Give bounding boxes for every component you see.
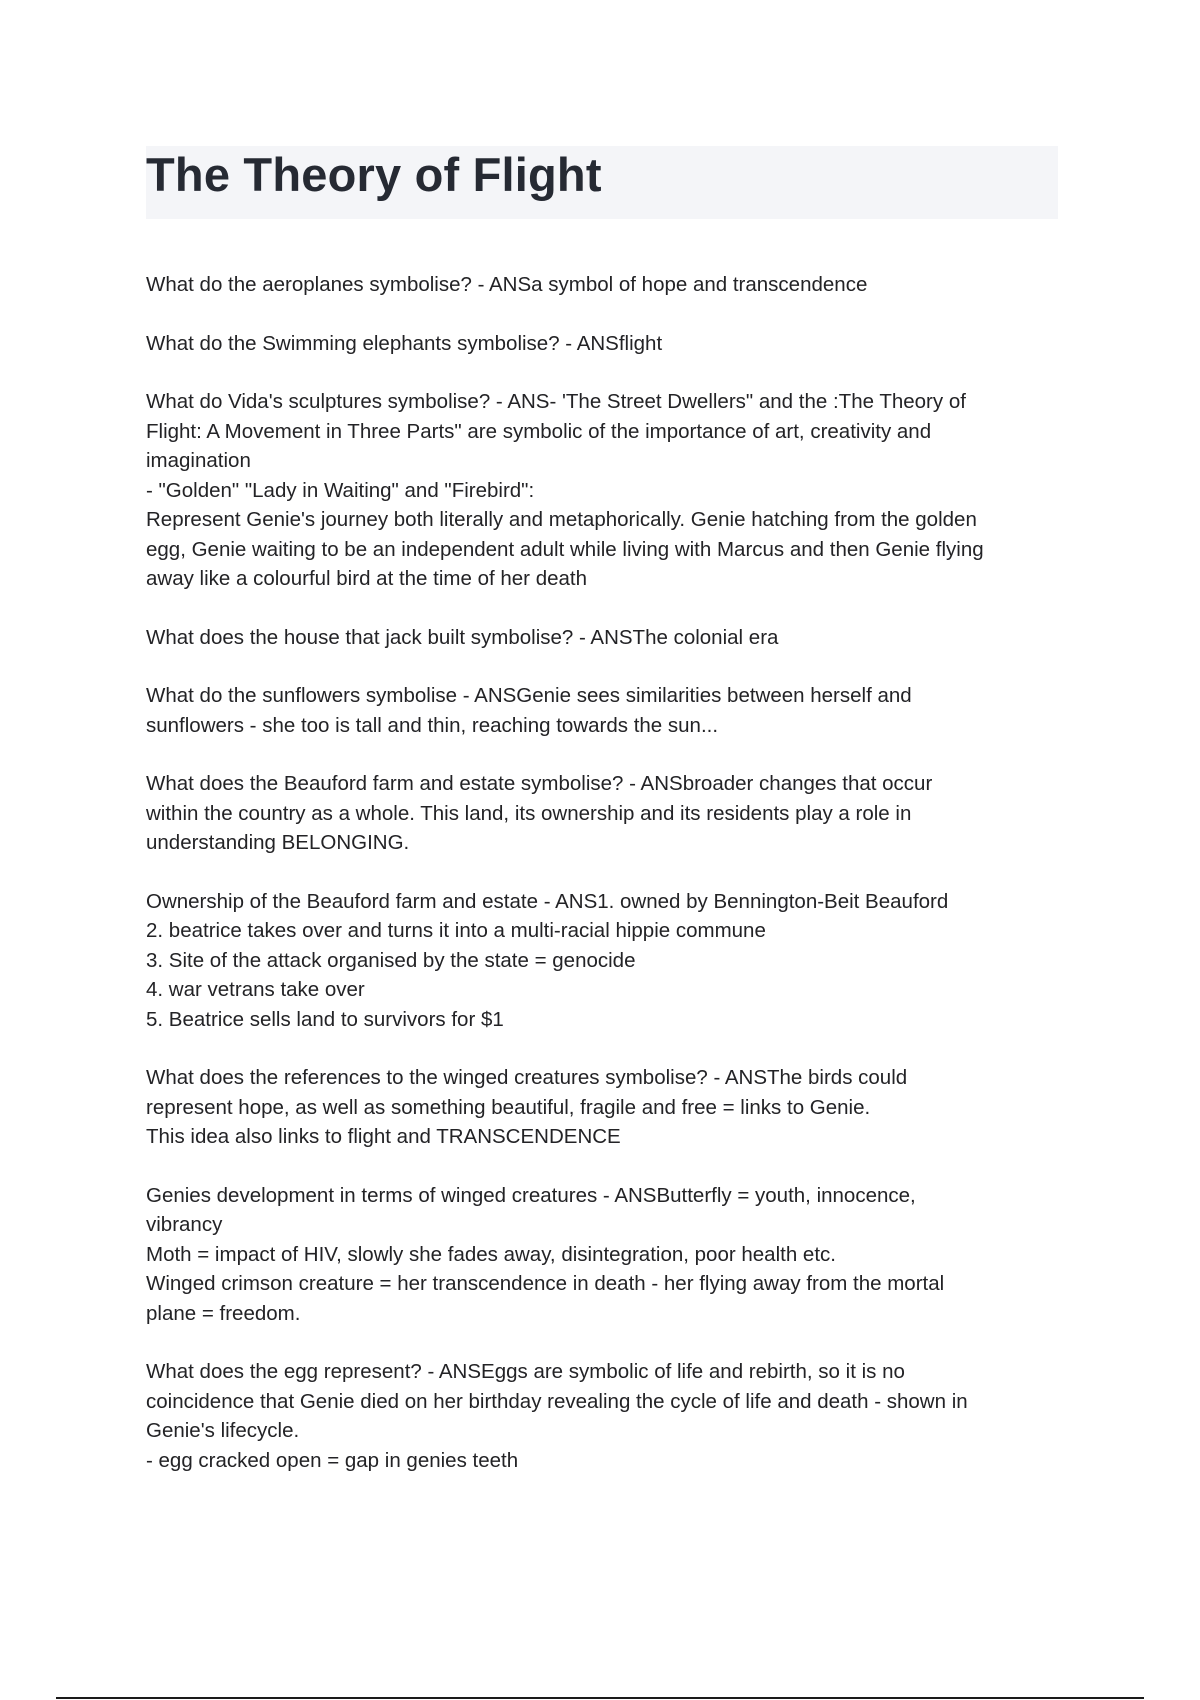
qa-text-line: What does the Beauford farm and estate symbolise? - ANSbroader changes that occur <box>146 772 933 795</box>
qa-text-line: within the country as a whole. This land, its ownership and its residents play a role in <box>146 801 912 825</box>
qa-entry <box>146 769 1066 858</box>
qa-text-line: 5. Beatrice sells land to survivors for $1 <box>146 1007 504 1031</box>
qa-text-line: 2. beatrice takes over and turns it into a multi-racial hippie commune <box>146 919 766 942</box>
page-title: The Theory of Flight <box>146 148 602 201</box>
qa-text-line: What does the references to the winged creatures symbolise? - ANSThe birds could <box>146 1066 908 1089</box>
qa-entry <box>146 623 1066 653</box>
qa-text-line: What do the aeroplanes symbolise? - ANSa symbol of hope and transcendence <box>146 273 868 296</box>
qa-text-line: 3. Site of the attack organised by the state = genocide <box>146 948 636 972</box>
qa-text-line: represent hope, as well as something beautiful, fragile and free = links to Genie. <box>146 1095 871 1119</box>
qa-text-line: What do Vida's sculptures symbolise? - ANS- 'The Street Dwellers" and the :The Theory of <box>146 390 966 413</box>
qa-entry <box>146 681 1066 740</box>
qa-text-line: What do the sunflowers symbolise - ANSGenie sees similarities between herself and <box>146 684 912 707</box>
qa-entry <box>146 1357 1066 1475</box>
qa-text-line: Moth = impact of HIV, slowly she fades away, disintegration, poor health etc. <box>146 1242 836 1266</box>
qa-entry <box>146 329 1066 359</box>
qa-text-line: away like a colourful bird at the time of her death <box>146 567 587 590</box>
qa-entry <box>146 1181 1066 1329</box>
qa-text-line: 4. war vetrans take over <box>146 978 365 1001</box>
qa-entry <box>146 887 1066 1035</box>
qa-text-line: What do the Swimming elephants symbolise? - ANSflight <box>146 331 663 355</box>
qa-text-line: What does the house that jack built symbolise? - ANSThe colonial era <box>146 625 779 649</box>
qa-entry <box>146 1063 1066 1152</box>
qa-text-line: vibrancy <box>146 1213 223 1236</box>
qa-text-line: Flight: A Movement in Three Parts" are symbolic of the importance of art, creativity and <box>146 419 932 443</box>
qa-text-line: plane = freedom. <box>146 1301 301 1325</box>
qa-text-line: sunflowers - she too is tall and thin, reaching towards the sun... <box>146 713 719 737</box>
qa-text-line: Genie's lifecycle. <box>146 1419 300 1442</box>
qa-text-line: This idea also links to flight and TRANSCENDENCE <box>146 1125 621 1148</box>
qa-text-line: - egg cracked open = gap in genies teeth <box>146 1448 519 1472</box>
qa-text-line: Genies development in terms of winged creatures - ANSButterfly = youth, innocence, <box>146 1183 916 1207</box>
qa-text-line: What does the egg represent? - ANSEggs are symbolic of life and rebirth, so it is no <box>146 1360 905 1383</box>
qa-entry <box>146 387 1066 594</box>
qa-text-line: Ownership of the Beauford farm and estate - ANS1. owned by Bennington-Beit Beauford <box>146 889 949 913</box>
footer-divider <box>56 1697 1144 1699</box>
qa-text-line: coincidence that Genie died on her birthday revealing the cycle of life and death - shown in <box>146 1389 968 1413</box>
qa-entry <box>146 270 1066 300</box>
qa-text-line: - "Golden" "Lady in Waiting" and "Firebird": <box>146 478 535 502</box>
title-banner <box>146 146 1058 219</box>
qa-text-line: egg, Genie waiting to be an independent adult while living with Marcus and then Genie flying <box>146 537 984 561</box>
qa-text-line: Represent Genie's journey both literally and metaphorically. Genie hatching from the golden <box>146 508 977 531</box>
qa-text-line: imagination <box>146 449 251 472</box>
qa-text-line: Winged crimson creature = her transcendence in death - her flying away from the mortal <box>146 1272 945 1295</box>
document-body <box>146 270 1066 1504</box>
qa-text-line: understanding BELONGING. <box>146 831 410 854</box>
